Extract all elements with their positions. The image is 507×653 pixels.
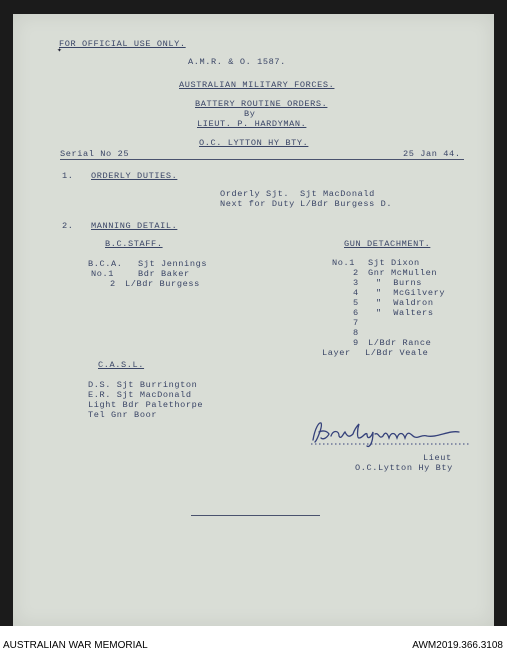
handwritten-signature bbox=[309, 418, 474, 453]
gun-name: Gnr McMullen bbox=[368, 268, 438, 278]
duty-name: L/Bdr Burgess D. bbox=[300, 199, 393, 209]
gun-name: " McGilvery bbox=[376, 288, 446, 298]
serial-number: Serial No 25 bbox=[60, 149, 130, 159]
gun-name: " Burns bbox=[376, 278, 423, 288]
unit-name: O.C. LYTTON HY BTY. bbox=[199, 138, 309, 148]
staff-name: Bdr Baker bbox=[138, 269, 190, 279]
bc-staff-heading: B.C.STAFF. bbox=[105, 239, 163, 249]
gun-role: 5 bbox=[353, 298, 359, 308]
duty-name: Sjt MacDonald bbox=[300, 189, 375, 199]
section-number: 1. bbox=[62, 171, 74, 181]
archive-footer bbox=[0, 626, 507, 653]
gun-name: L/Bdr Veale bbox=[365, 348, 429, 358]
gun-role: Layer bbox=[322, 348, 351, 358]
section-number: 2. bbox=[62, 221, 74, 231]
organisation-title: AUSTRALIAN MILITARY FORCES. bbox=[179, 80, 335, 90]
casl-row: E.R. Sjt MacDonald bbox=[88, 390, 192, 400]
staff-role: No.1 bbox=[91, 269, 115, 279]
document-page bbox=[13, 14, 494, 626]
reference-number: A.M.R. & O. 1587. bbox=[188, 57, 286, 67]
gun-role: No.1 bbox=[332, 258, 356, 268]
footer-accession-number: AWM2019.366.3108 bbox=[412, 640, 503, 651]
section-heading: MANNING DETAIL. bbox=[91, 221, 178, 231]
gun-detachment-heading: GUN DETACHMENT. bbox=[344, 239, 431, 249]
casl-row: D.S. Sjt Burrington bbox=[88, 380, 198, 390]
casl-row: Tel Gnr Boor bbox=[88, 410, 158, 420]
casl-heading: C.A.S.L. bbox=[98, 360, 145, 370]
gun-role: 8 bbox=[353, 328, 359, 338]
gun-role: 7 bbox=[353, 318, 359, 328]
classification-label: FOR OFFICIAL USE ONLY. bbox=[59, 39, 186, 49]
staff-role: 2 bbox=[110, 279, 116, 289]
gun-name: " Waldron bbox=[376, 298, 434, 308]
gun-role: 6 bbox=[353, 308, 359, 318]
staff-name: Sjt Jennings bbox=[138, 259, 208, 269]
officer-name: LIEUT. P. HARDYMAN. bbox=[197, 119, 307, 129]
gun-role: 2 bbox=[353, 268, 359, 278]
section-heading: ORDERLY DUTIES. bbox=[91, 171, 178, 181]
duty-role: Orderly Sjt. bbox=[220, 189, 290, 199]
casl-row: Light Bdr Palethorpe bbox=[88, 400, 204, 410]
document-title: BATTERY ROUTINE ORDERS. bbox=[195, 99, 328, 109]
footer-institution: AUSTRALIAN WAR MEMORIAL bbox=[3, 640, 148, 651]
gun-role: 9 bbox=[353, 338, 359, 348]
by-label: By bbox=[244, 109, 256, 119]
order-date: 25 Jan 44. bbox=[403, 149, 461, 159]
header-divider bbox=[60, 159, 464, 160]
gun-name: L/Bdr Rance bbox=[368, 338, 432, 348]
gun-name: " Walters bbox=[376, 308, 434, 318]
bottom-rule bbox=[191, 515, 320, 516]
signatory-unit: O.C.Lytton Hy Bty bbox=[355, 463, 453, 473]
staff-name: L/Bdr Burgess bbox=[125, 279, 200, 289]
gun-name: Sjt Dixon bbox=[368, 258, 420, 268]
gun-role: 3 bbox=[353, 278, 359, 288]
duty-role: Next for Duty bbox=[220, 199, 295, 209]
pin-mark-icon: ✦ bbox=[57, 46, 62, 55]
staff-role: B.C.A. bbox=[88, 259, 123, 269]
signatory-rank: Lieut bbox=[423, 453, 452, 463]
gun-role: 4 bbox=[353, 288, 359, 298]
